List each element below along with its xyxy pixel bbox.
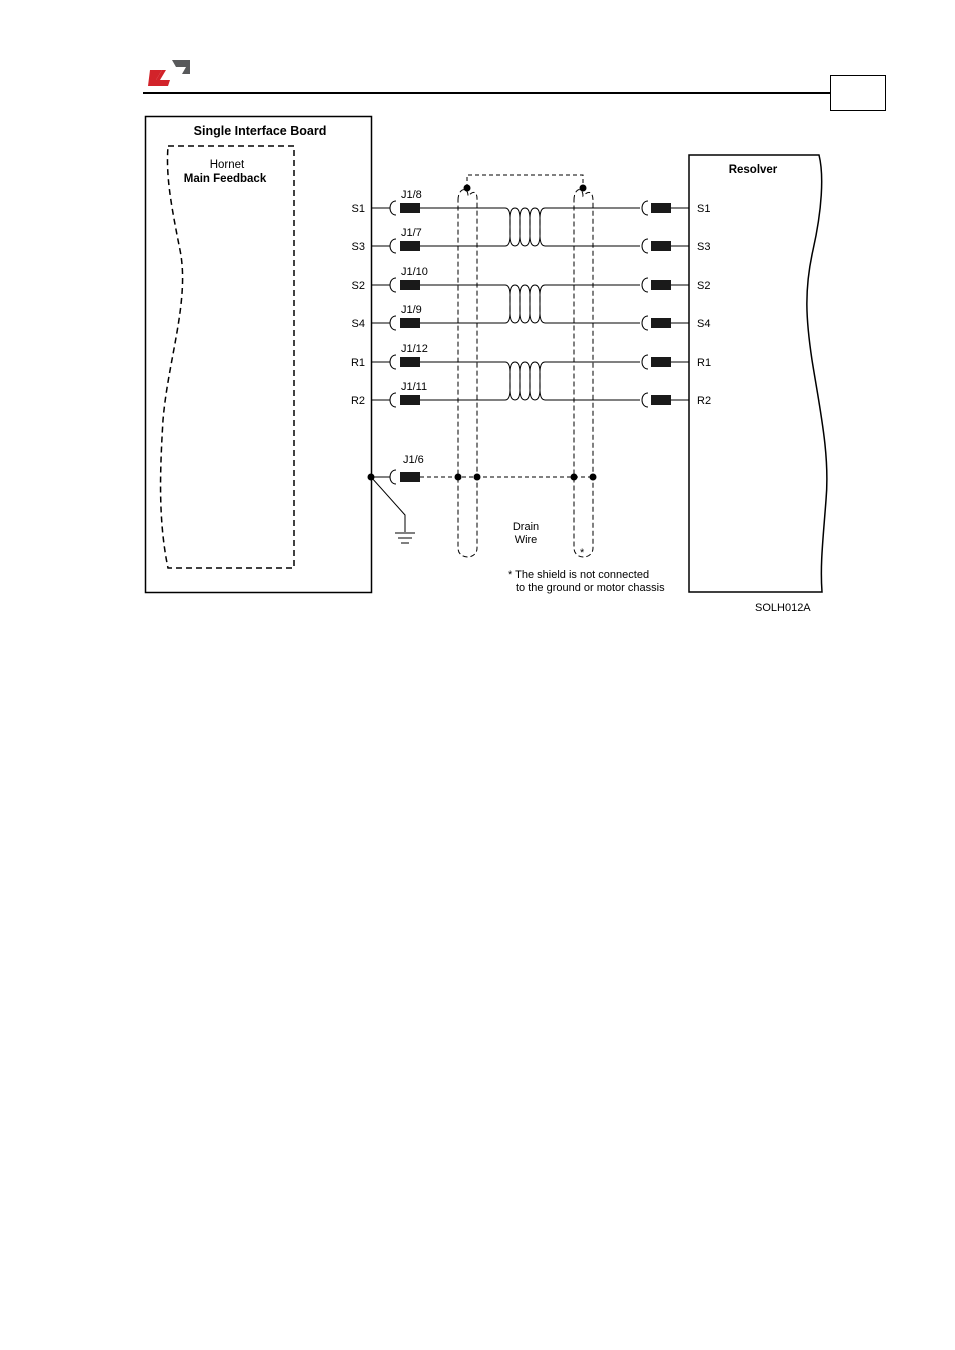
left-signal-label: S3 bbox=[351, 241, 365, 253]
right-signal-label: S1 bbox=[697, 203, 711, 215]
figure-id: SOLH012A bbox=[755, 602, 811, 614]
right-connector bbox=[651, 241, 671, 251]
right-connector bbox=[651, 395, 671, 405]
inner-module-line2: Main Feedback bbox=[183, 173, 267, 185]
right-connector bbox=[651, 357, 671, 367]
right-signal-label: S3 bbox=[697, 241, 711, 253]
drain-node-4 bbox=[590, 474, 597, 481]
drain-node-1 bbox=[455, 474, 462, 481]
pin-label: J1/9 bbox=[401, 304, 422, 316]
drain-node-2 bbox=[474, 474, 481, 481]
left-connector-cup bbox=[390, 201, 396, 215]
left-connector bbox=[400, 280, 420, 290]
shield-top-node-left bbox=[464, 185, 471, 192]
note-line2: to the ground or motor chassis bbox=[516, 582, 665, 594]
note-line1: * The shield is not connected bbox=[508, 569, 650, 581]
left-connector-cup bbox=[390, 239, 396, 253]
right-connector-cup bbox=[642, 278, 648, 292]
left-connector bbox=[400, 357, 420, 367]
left-connector-cup bbox=[390, 278, 396, 292]
right-signal-label: R2 bbox=[697, 395, 712, 407]
right-signal-label: S2 bbox=[697, 280, 711, 292]
left-connector-cup bbox=[390, 316, 396, 330]
inner-module-line1: Hornet bbox=[209, 159, 245, 171]
right-connector-cup bbox=[642, 355, 648, 369]
shield-top-link bbox=[467, 175, 583, 188]
resolver-title: Resolver bbox=[728, 164, 778, 176]
ground-wire bbox=[371, 477, 405, 532]
twisted-pair-coil bbox=[505, 362, 545, 400]
right-signal-label: R1 bbox=[697, 357, 712, 369]
right-connector-cup bbox=[642, 393, 648, 407]
left-connector bbox=[400, 241, 420, 251]
left-connector bbox=[400, 395, 420, 405]
left-connector-cup bbox=[390, 355, 396, 369]
wiring-diagram bbox=[0, 0, 955, 640]
pin-label: J1/7 bbox=[401, 227, 422, 239]
right-connector-cup bbox=[642, 316, 648, 330]
left-connector bbox=[400, 203, 420, 213]
left-signal-label: S4 bbox=[351, 318, 365, 330]
left-connector bbox=[400, 318, 420, 328]
right-connector-cup bbox=[642, 201, 648, 215]
pin-label: J1/8 bbox=[401, 189, 422, 201]
right-connector bbox=[651, 280, 671, 290]
left-signal-label: S1 bbox=[351, 203, 365, 215]
drain-row bbox=[368, 454, 597, 543]
drain-connector-cup bbox=[390, 470, 396, 484]
signal-wires bbox=[351, 189, 711, 407]
right-connector-cup bbox=[642, 239, 648, 253]
drain-label-line2: Wire bbox=[514, 534, 538, 546]
shield-right bbox=[574, 190, 593, 557]
inner-module-outline bbox=[161, 146, 294, 568]
shield-top-node-right bbox=[580, 185, 587, 192]
resolver-box bbox=[689, 155, 827, 592]
left-signal-label: S2 bbox=[351, 280, 365, 292]
drain-connector bbox=[400, 472, 420, 482]
left-connector-cup bbox=[390, 393, 396, 407]
twisted-pair-coil bbox=[505, 208, 545, 246]
shield-left bbox=[458, 190, 477, 557]
right-connector bbox=[651, 318, 671, 328]
left-board-title: Single Interface Board bbox=[193, 124, 327, 138]
drain-label-line1: Drain bbox=[512, 521, 540, 533]
left-board-box bbox=[146, 117, 372, 593]
right-connector bbox=[651, 203, 671, 213]
drain-node-3 bbox=[571, 474, 578, 481]
pin-label: J1/10 bbox=[401, 266, 428, 278]
right-signal-label: S4 bbox=[697, 318, 711, 330]
left-signal-label: R2 bbox=[350, 395, 365, 407]
drain-pin-label: J1/6 bbox=[403, 454, 424, 466]
twisted-pair-coil bbox=[505, 285, 545, 323]
pin-label: J1/11 bbox=[401, 381, 428, 393]
shield-asterisk: * bbox=[580, 547, 585, 559]
pin-label: J1/12 bbox=[401, 343, 428, 355]
left-signal-label: R1 bbox=[350, 357, 365, 369]
